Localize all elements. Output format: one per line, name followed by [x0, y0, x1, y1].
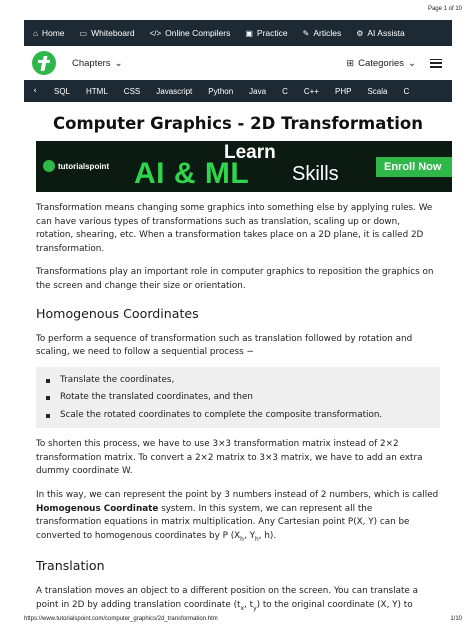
nav-practice[interactable]: [236, 28, 293, 38]
subscript: x: [240, 604, 245, 612]
hamburger-menu-icon[interactable]: [430, 59, 442, 68]
language-bar: [24, 80, 452, 102]
lang-sql[interactable]: SQL: [54, 86, 71, 96]
subscript: h: [254, 535, 259, 543]
steps-list: [36, 367, 440, 429]
banner-learn: Learn: [224, 142, 276, 163]
practice-icon: ▣: [245, 28, 253, 38]
categories-dropdown[interactable]: [347, 58, 416, 69]
banner-brand-text: tutorialspoint: [58, 161, 110, 171]
intro-paragraph: Transformation means changing some graphics into something else by applying rules. We can have various types of transformations such as translation, scaling up or down, rotation, shearing, etc. When a transformation takes place on a 2D plane, it is called 2D transformation.: [36, 203, 433, 254]
page-counter: Page 1 of 10: [427, 6, 462, 12]
grid-icon: ⊞: [346, 57, 355, 68]
nav-whiteboard[interactable]: [71, 28, 141, 38]
nav-home[interactable]: [24, 28, 71, 38]
nav-articles[interactable]: [294, 28, 348, 38]
subscript: h: [240, 535, 244, 543]
lang-cpp[interactable]: C++: [303, 86, 319, 96]
text-run: In this way, we can represent the point by 3 numbers instead of 2 numbers, which is called: [36, 490, 439, 501]
text-run: , h).: [258, 530, 277, 541]
top-navigation: [24, 20, 452, 46]
chapters-dropdown[interactable]: [72, 58, 123, 69]
heading-homogenous-coordinates: Homogenous Coordinates: [36, 305, 199, 321]
text-run: A translation moves an object to a different position on the screen. You can translate a point in 2D by adding translation coordinate (t: [36, 586, 419, 610]
translation-paragraph: [36, 585, 440, 614]
matrix-paragraph: To shorten this process, we have to use 3×3 transformation matrix instead of 2×2 transformation matrix. To convert a 2×2 matrix to 3×3 matrix, we have to add an extra dummy coordinate W.: [36, 439, 423, 477]
list-item-text: Rotate the translated coordinates, and then: [60, 392, 253, 403]
text-run: ) to the original coordinate (X, Y) to: [256, 599, 413, 610]
page-title: Computer Graphics - 2D Transformation: [53, 114, 423, 133]
banner-headline: AI & ML: [134, 157, 250, 190]
nav-whiteboard-label: Whiteboard: [91, 28, 135, 38]
lang-scala[interactable]: Scala: [367, 86, 388, 96]
article-content: [24, 102, 452, 614]
footer-url: https://www.tutorialspoint.com/computer_graphics/2d_transformation.htm: [24, 616, 218, 622]
site-header: [24, 46, 452, 80]
pencil-icon: ✎: [302, 28, 310, 38]
list-item: [46, 389, 440, 407]
heading-translation: Translation: [36, 558, 105, 574]
nav-online-compilers-label: Online Compilers: [165, 28, 231, 38]
lang-css[interactable]: CSS: [123, 86, 141, 96]
lang-python[interactable]: Python: [208, 86, 234, 96]
subscript: y: [253, 604, 257, 612]
code-icon: </>: [149, 28, 162, 38]
bullet-icon: [46, 396, 50, 400]
list-item: [46, 407, 440, 425]
lang-html[interactable]: HTML: [86, 86, 108, 96]
chevron-left-icon[interactable]: ‹: [33, 86, 37, 96]
tutorialspoint-logo[interactable]: [32, 51, 56, 75]
categories-label: Categories: [358, 57, 405, 69]
whiteboard-icon: ▭: [79, 28, 88, 38]
bullet-icon: [46, 414, 50, 418]
lang-javascript[interactable]: Javascript: [156, 86, 193, 96]
list-item: [46, 372, 440, 390]
ad-banner[interactable]: [36, 141, 452, 192]
chapters-label: Chapters: [72, 57, 111, 69]
list-item-text: Translate the coordinates,: [60, 374, 175, 385]
footer-page-number: 1/10: [450, 616, 462, 622]
banner-skills: Skills: [292, 163, 339, 185]
brand-logo-icon: [43, 160, 55, 172]
nav-articles-label: Articles: [313, 28, 342, 38]
chevron-down-icon: ⌄: [114, 57, 123, 69]
text-run: , t: [244, 599, 254, 610]
lang-c-sharp[interactable]: C: [403, 86, 410, 96]
banner-brand: [43, 160, 109, 172]
lang-java[interactable]: Java: [249, 86, 267, 96]
list-item-text: Scale the rotated coordinates to complete the composite transformation.: [60, 409, 383, 420]
role-paragraph: Transformations play an important role in computer graphics to reposition the graphics on the screen and change their size or orientation.: [36, 267, 434, 291]
nav-ai-assistant-label: AI Assista: [367, 28, 405, 38]
text-run: system. In this system, we can represent all the transformation equations in matrix multiplication. Any Cartesian point P(X, Y) can be converted to homogenous coordinates by P (X: [36, 503, 410, 541]
enroll-now-button[interactable]: Enroll Now: [376, 157, 452, 177]
bullet-icon: [46, 379, 50, 383]
nav-home-label: Home: [41, 28, 65, 38]
home-icon: ⌂: [33, 28, 38, 38]
homogenous-paragraph: [36, 489, 440, 546]
text-run: , Y: [243, 530, 255, 541]
sequence-paragraph: To perform a sequence of transformation such as translation followed by rotation and scaling, we need to follow a sequential process −: [36, 333, 413, 358]
robot-icon: ⚙: [356, 28, 364, 38]
nav-ai-assistant[interactable]: [347, 28, 411, 38]
nav-practice-label: Practice: [256, 28, 288, 38]
bold-term: Homogenous Coordinate: [36, 503, 159, 514]
nav-online-compilers[interactable]: [141, 28, 237, 38]
chevron-down-icon: ⌄: [408, 57, 416, 69]
lang-c[interactable]: C: [282, 86, 288, 96]
lang-php[interactable]: PHP: [334, 86, 352, 96]
